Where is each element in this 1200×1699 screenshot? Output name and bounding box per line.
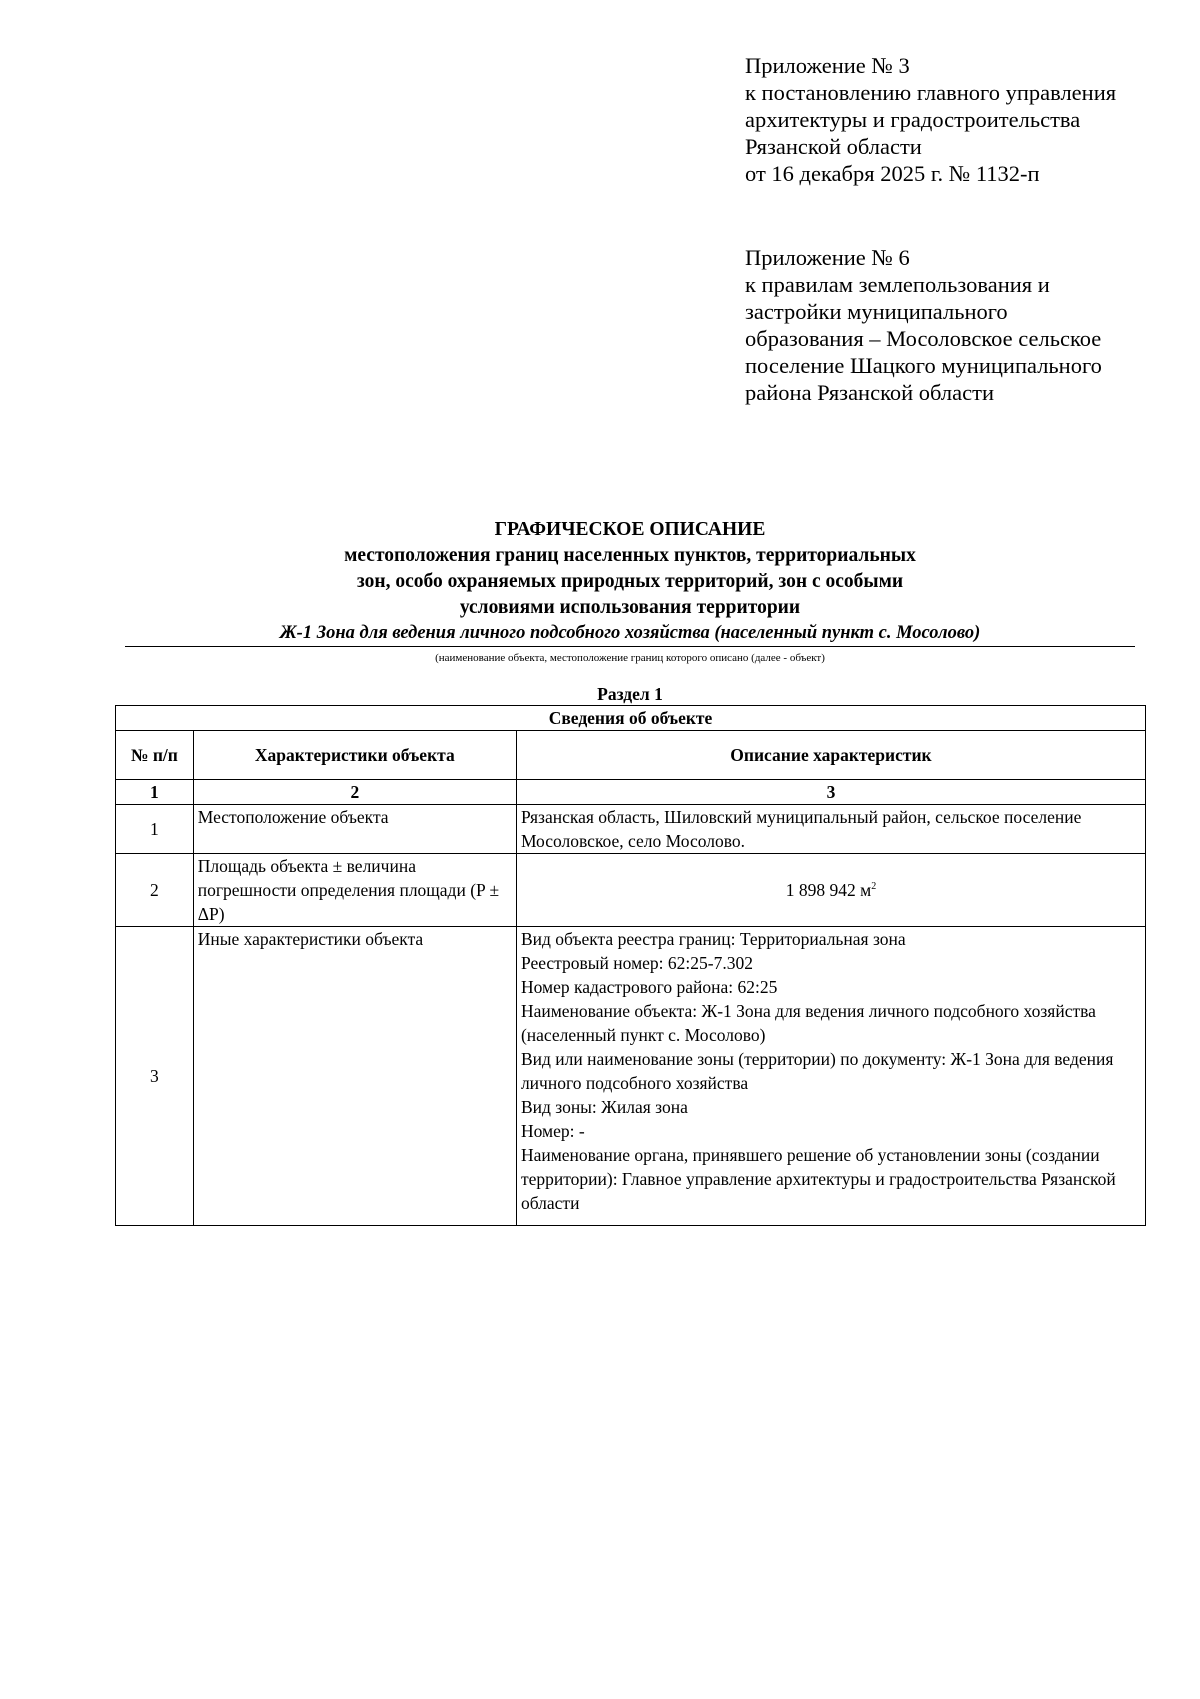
appendix-3-line: архитектуры и градостроительства bbox=[745, 107, 1081, 132]
description-line: Реестровый номер: 62:25-7.302 bbox=[520, 953, 753, 973]
area-value: 1 898 942 м bbox=[785, 880, 872, 900]
row-characteristic: Местоположение объекта bbox=[193, 805, 516, 854]
description-line: Рязанская область, Шиловский муниципальный район, сельское поселение Мосоловское, село Мосолово. bbox=[520, 807, 1082, 851]
row-num: 1 bbox=[116, 805, 194, 854]
appendix-3-header bbox=[745, 52, 1175, 187]
table-row bbox=[116, 927, 1146, 1226]
description-line: Вид объекта реестра границ: Территориальная зона bbox=[520, 929, 906, 949]
row-area-value bbox=[516, 854, 1145, 927]
appendix-6-line: к правилам землепользования и bbox=[745, 272, 1050, 297]
appendix-3-line: Рязанской области bbox=[745, 134, 922, 159]
row-characteristic: Площадь объекта ± величина погрешности определения площади (P ± ΔP) bbox=[193, 854, 516, 927]
description-line: Номер: - bbox=[520, 1121, 585, 1141]
document-title-line: зон, особо охраняемых природных территорий, зон с особыми bbox=[356, 571, 904, 592]
appendix-3-line: от 16 декабря 2025 г. № 1132-п bbox=[745, 161, 1040, 186]
row-description bbox=[516, 927, 1145, 1226]
area-unit-superscript: 2 bbox=[871, 881, 877, 893]
appendix-6-header bbox=[745, 244, 1175, 406]
header-characteristics: Характеристики объекта bbox=[193, 731, 516, 780]
column-number: 2 bbox=[193, 780, 516, 805]
document-title-line: условиями использования территории bbox=[459, 597, 801, 618]
document-title-main: ГРАФИЧЕСКОЕ ОПИСАНИЕ bbox=[494, 519, 766, 540]
appendix-6-line: района Рязанской области bbox=[745, 380, 995, 405]
appendix-6-line: образования – Мосоловское сельское bbox=[745, 326, 1102, 351]
table-row bbox=[116, 805, 1146, 854]
object-info-table bbox=[115, 705, 1146, 1226]
object-name-caption: (наименование объекта, местоположение границ которого описано (далее - объект) bbox=[435, 652, 825, 664]
column-number: 3 bbox=[516, 780, 1145, 805]
row-characteristic: Иные характеристики объекта bbox=[193, 927, 516, 1226]
description-line: Вид зоны: Жилая зона bbox=[520, 1097, 688, 1117]
row-num: 2 bbox=[116, 854, 194, 927]
appendix-6-line: застройки муниципального bbox=[745, 299, 1008, 324]
description-line: Наименование органа, принявшего решение об установлении зоны (создании территории): Главное управление архитектуры и градостроительства Рязанской области bbox=[520, 1145, 1116, 1213]
header-num: № п/п bbox=[116, 731, 194, 780]
object-name: Ж-1 Зона для ведения личного подсобного хозяйства (населенный пункт с. Мосолово) bbox=[125, 622, 1135, 647]
appendix-6-line: Приложение № 6 bbox=[745, 245, 910, 270]
section-title: Раздел 1 bbox=[597, 684, 663, 704]
document-title bbox=[115, 517, 1145, 621]
appendix-6-line: поселение Шацкого муниципального bbox=[745, 353, 1102, 378]
description-line: Номер кадастрового района: 62:25 bbox=[520, 977, 778, 997]
appendix-3-line: Приложение № 3 bbox=[745, 53, 910, 78]
row-description bbox=[516, 805, 1145, 854]
table-row bbox=[116, 854, 1146, 927]
row-num: 3 bbox=[116, 927, 194, 1226]
description-line: Наименование объекта: Ж-1 Зона для ведения личного подсобного хозяйства (населенный пункт с. Мосолово) bbox=[520, 1001, 1096, 1045]
appendix-3-line: к постановлению главного управления bbox=[745, 80, 1117, 105]
document-title-line: местоположения границ населенных пунктов, территориальных bbox=[344, 545, 916, 566]
description-line: Вид или наименование зоны (территории) по документу: Ж-1 Зона для ведения личного подсобного хозяйства bbox=[520, 1049, 1114, 1093]
column-number: 1 bbox=[116, 780, 194, 805]
table-caption: Сведения об объекте bbox=[116, 706, 1146, 731]
header-description: Описание характеристик bbox=[516, 731, 1145, 780]
